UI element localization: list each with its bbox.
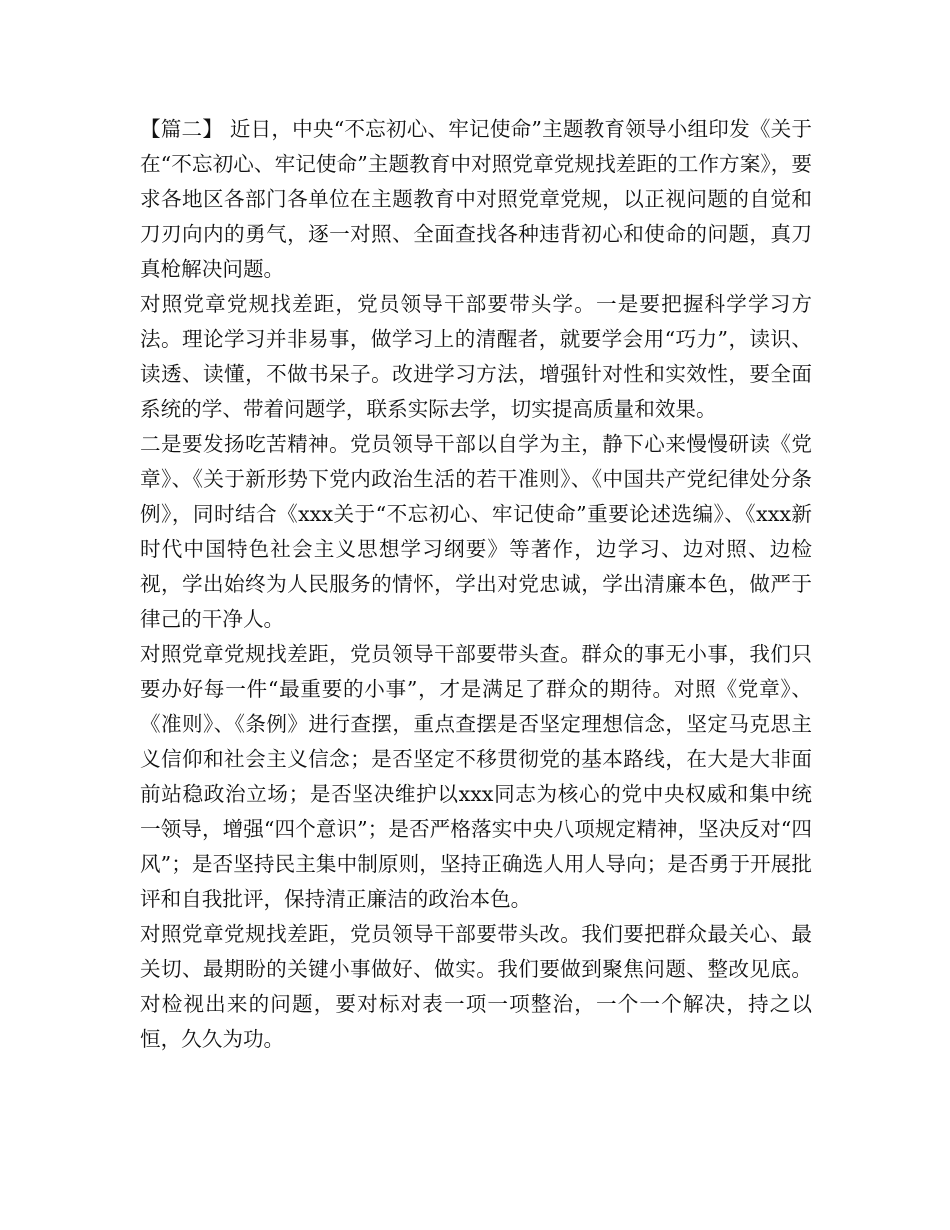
document-body — [140, 112, 812, 1057]
paragraph-inspect: 对照党章党规找差距，党员领导干部要带头查。群众的事无小事，我们只要办好每一件“最重要的小事”，才是满足了群众的期待。对照《党章》、《准则》、《条例》进行查摆，重点查摆是否坚定理想信念，坚定马克思主义信仰和社会主义信念；是否坚定不移贯彻党的基本路线，在大是大非面前站稳政治立场；是否坚决维护以xxx同志为核心的党中央权威和集中统一领导，增强“四个意识”；是否严格落实中央八项规定精神，坚决反对“四风”；是否坚持民主集中制原则，坚持正确选人用人导向；是否勇于开展批评和自我批评，保持清正廉洁的政治本色。 — [140, 642, 812, 911]
paragraph-study: 对照党章党规找差距，党员领导干部要带头学。一是要把握科学学习方法。理论学习并非易事，做学习上的清醒者，就要学会用“巧力”，读识、读透、读懂，不做书呆子。改进学习方法，增强针对性和实效性，要全面系统的学、带着问题学，联系实际去学，切实提高质量和效果。 — [140, 292, 812, 421]
paragraph-intro: 【篇二】 近日，中央“不忘初心、牢记使命”主题教育领导小组印发《关于在“不忘初心、牢记使命”主题教育中对照党章党规找差距的工作方案》，要求各地区各部门各单位在主题教育中对照党章党规，以正视问题的自觉和刀刃向内的勇气，逐一对照、全面查找各种违背初心和使命的问题，真刀真枪解决问题。 — [140, 117, 812, 281]
paragraph-reform: 对照党章党规找差距，党员领导干部要带头改。我们要把群众最关心、最关切、最期盼的关键小事做好、做实。我们要做到聚焦问题、整改见底。对检视出来的问题，要对标对表一项一项整治，一个一个解决，持之以恒，久久为功。 — [140, 922, 812, 1051]
paragraph-hardwork: 二是要发扬吃苦精神。党员领导干部以自学为主，静下心来慢慢研读《党章》、《关于新形势下党内政治生活的若干准则》、《中国共产党纪律处分条例》，同时结合《xxx关于“不忘初心、牢记使命”重要论述选编》、《xxx新时代中国特色社会主义思想学习纲要》等著作，边学习、边对照、边检视，学出始终为人民服务的情怀，学出对党忠诚，学出清廉本色，做严于律己的干净人。 — [140, 432, 812, 631]
